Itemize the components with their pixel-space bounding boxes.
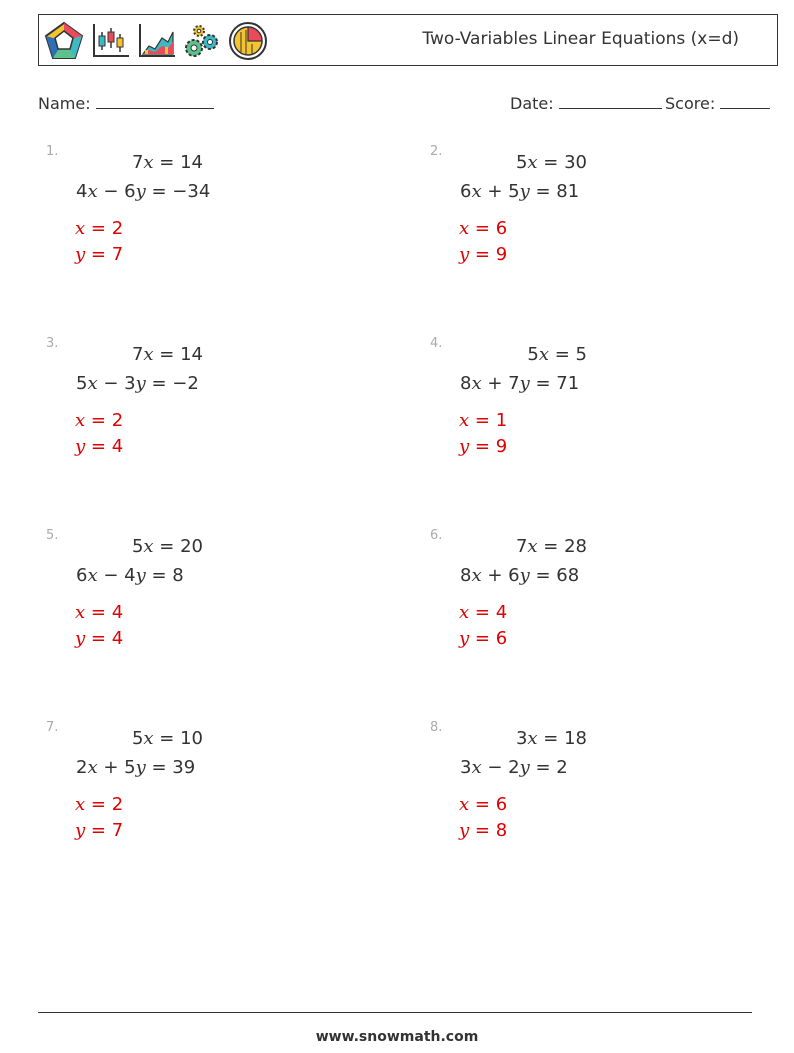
problem-item	[422, 142, 762, 292]
answer-x-var: x	[75, 602, 86, 623]
eq2-var-x: x	[87, 373, 98, 394]
answer-y-var: y	[75, 436, 86, 457]
answer-y-var: y	[459, 244, 470, 265]
answer-x-value: 6	[495, 218, 508, 239]
eq1-coefficient: 5	[527, 344, 539, 365]
eq2-var-y: y	[135, 181, 146, 202]
equation-2	[76, 181, 210, 202]
eq2-coef-y: 6	[124, 181, 136, 202]
area-chart-icon	[135, 20, 177, 62]
date-field[interactable]	[510, 92, 662, 113]
eq2-coef-x: 5	[76, 373, 88, 394]
gears-icon	[181, 20, 223, 62]
answer-x-eq: =	[469, 218, 496, 239]
answer-y-value: 8	[495, 820, 508, 841]
answer-x-eq: =	[85, 218, 112, 239]
answer-x	[459, 410, 507, 431]
equation-1	[132, 728, 203, 749]
answer-y-value: 4	[111, 628, 124, 649]
eq2-var-x: x	[87, 757, 98, 778]
eq1-coefficient: 5	[131, 536, 144, 557]
eq1-rhs: = 14	[153, 152, 203, 173]
eq2-rhs: = −34	[145, 181, 211, 202]
eq1-coefficient: 7	[515, 536, 528, 557]
eq1-coefficient: 5	[515, 152, 528, 173]
answer-x-var: x	[459, 602, 470, 623]
answer-y	[75, 436, 123, 457]
eq1-coefficient: 3	[515, 728, 528, 749]
eq2-var-y: y	[135, 757, 146, 778]
eq2-var-y: y	[519, 757, 530, 778]
answer-x-eq: =	[85, 410, 112, 431]
eq2-operator: −	[97, 181, 125, 202]
answer-x-eq: =	[469, 794, 496, 815]
eq2-var-x: x	[87, 181, 98, 202]
pie-chart-icon	[227, 20, 269, 62]
pentagon-chart-icon	[43, 20, 85, 62]
eq1-rhs: = 20	[153, 536, 203, 557]
answer-x-value: 2	[111, 794, 124, 815]
eq2-var-x: x	[471, 565, 482, 586]
eq2-var-x: x	[471, 757, 482, 778]
eq2-rhs: = −2	[145, 373, 199, 394]
answer-y-value: 9	[495, 244, 508, 265]
eq1-coefficient: 5	[131, 728, 144, 749]
eq2-coef-y: 3	[124, 373, 136, 394]
answer-x-value: 1	[495, 410, 508, 431]
eq1-variable: x	[143, 152, 154, 173]
eq2-operator: −	[481, 757, 509, 778]
candlestick-chart-icon	[89, 20, 131, 62]
problem-number: 4.	[430, 336, 443, 351]
answer-x-value: 2	[111, 218, 124, 239]
eq2-coef-x: 8	[460, 373, 472, 394]
answer-x-value: 2	[111, 410, 124, 431]
answer-y-value: 9	[495, 436, 508, 457]
eq2-operator: +	[481, 565, 509, 586]
eq2-rhs: = 81	[529, 181, 580, 202]
eq1-rhs: = 5	[549, 344, 587, 365]
eq1-variable: x	[527, 536, 538, 557]
eq2-operator: +	[481, 181, 509, 202]
eq2-rhs: = 71	[529, 373, 580, 394]
eq1-rhs: = 30	[537, 152, 587, 173]
problem-item	[422, 526, 762, 676]
answer-x-eq: =	[85, 794, 112, 815]
answer-y-value: 7	[111, 820, 124, 841]
answer-y-var: y	[75, 628, 86, 649]
answer-x-value: 4	[111, 602, 124, 623]
eq2-rhs: = 2	[529, 757, 568, 778]
answer-y-eq: =	[469, 244, 496, 265]
answer-x-var: x	[75, 218, 86, 239]
answer-y	[75, 628, 123, 649]
eq2-coef-x: 6	[76, 565, 88, 586]
answer-y-value: 4	[111, 436, 124, 457]
eq1-rhs: = 10	[153, 728, 203, 749]
answer-x-var: x	[459, 410, 470, 431]
eq1-variable: x	[143, 536, 154, 557]
eq2-coef-y: 4	[124, 565, 136, 586]
answer-x	[459, 794, 507, 815]
problem-item	[422, 334, 762, 484]
answer-y-value: 7	[111, 244, 124, 265]
eq2-var-y: y	[135, 565, 146, 586]
answer-y-eq: =	[85, 628, 112, 649]
name-label: Name:	[38, 94, 91, 113]
answer-x	[75, 410, 123, 431]
eq2-coef-y: 5	[124, 757, 136, 778]
date-blank[interactable]	[559, 92, 662, 109]
eq2-coef-y: 2	[508, 757, 520, 778]
problem-number: 6.	[430, 528, 443, 543]
problem-item	[38, 142, 378, 292]
eq2-coef-x: 4	[76, 181, 88, 202]
equation-2	[460, 373, 579, 394]
eq2-var-x: x	[471, 373, 482, 394]
answer-y-eq: =	[469, 820, 496, 841]
answer-x	[75, 794, 123, 815]
problem-item	[422, 718, 762, 868]
equation-1	[516, 728, 587, 749]
eq2-coef-x: 3	[460, 757, 472, 778]
eq2-var-x: x	[87, 565, 98, 586]
answer-y	[75, 244, 123, 265]
eq2-rhs: = 39	[145, 757, 196, 778]
answer-x-var: x	[75, 794, 86, 815]
score-blank[interactable]	[720, 92, 770, 109]
answer-y-var: y	[75, 820, 86, 841]
answer-y-var: y	[459, 436, 470, 457]
answer-y-eq: =	[85, 436, 112, 457]
eq1-rhs: = 14	[153, 344, 203, 365]
equation-2	[460, 181, 579, 202]
answer-y	[459, 820, 507, 841]
eq1-variable: x	[143, 344, 154, 365]
answer-x-eq: =	[469, 410, 496, 431]
eq2-coef-x: 2	[76, 757, 88, 778]
equation-2	[76, 565, 184, 586]
problem-number: 5.	[46, 528, 59, 543]
eq1-coefficient: 7	[131, 152, 144, 173]
equation-1	[516, 152, 587, 173]
eq2-operator: −	[97, 373, 125, 394]
eq2-operator: +	[481, 373, 509, 394]
eq2-rhs: = 8	[145, 565, 184, 586]
answer-x-var: x	[75, 410, 86, 431]
problem-item	[38, 526, 378, 676]
eq2-var-y: y	[135, 373, 146, 394]
answer-x-value: 6	[495, 794, 508, 815]
answer-y	[75, 820, 123, 841]
equation-1	[132, 152, 203, 173]
eq2-coef-y: 6	[508, 565, 520, 586]
answer-y-eq: =	[85, 244, 112, 265]
equation-2	[460, 565, 579, 586]
answer-y	[459, 436, 507, 457]
eq2-operator: −	[97, 565, 125, 586]
equation-2	[76, 757, 195, 778]
eq2-coef-x: 6	[460, 181, 472, 202]
eq1-variable: x	[538, 344, 550, 365]
problem-number: 3.	[46, 336, 59, 351]
footer-divider	[38, 1012, 752, 1013]
eq2-coef-y: 5	[508, 181, 520, 202]
answer-y-var: y	[459, 820, 470, 841]
eq1-variable: x	[527, 728, 538, 749]
date-label: Date:	[510, 94, 554, 113]
equation-1	[527, 344, 587, 365]
answer-x	[75, 218, 123, 239]
answer-y	[459, 628, 507, 649]
answer-y	[459, 244, 507, 265]
eq1-rhs: = 18	[537, 728, 587, 749]
problem-number: 2.	[430, 144, 443, 159]
answer-y-value: 6	[495, 628, 508, 649]
answer-x-eq: =	[85, 602, 112, 623]
eq2-var-y: y	[519, 565, 530, 586]
answer-y-var: y	[75, 244, 86, 265]
eq2-rhs: = 68	[529, 565, 580, 586]
answer-x-eq: =	[469, 602, 496, 623]
answer-x	[459, 218, 507, 239]
eq2-var-y: y	[519, 181, 530, 202]
problem-number: 1.	[46, 144, 59, 159]
answer-y-eq: =	[469, 628, 496, 649]
equation-2	[460, 757, 568, 778]
header-box	[38, 14, 778, 66]
answer-y-eq: =	[85, 820, 112, 841]
eq1-variable: x	[527, 152, 538, 173]
eq1-rhs: = 28	[537, 536, 587, 557]
name-blank[interactable]	[96, 92, 214, 109]
name-field[interactable]	[38, 92, 214, 113]
logo-strip	[43, 20, 269, 62]
problem-number: 7.	[46, 720, 59, 735]
answer-y-eq: =	[469, 436, 496, 457]
eq2-coef-x: 8	[460, 565, 472, 586]
eq2-operator: +	[97, 757, 125, 778]
eq2-var-x: x	[471, 181, 482, 202]
answer-x-var: x	[459, 218, 470, 239]
eq1-variable: x	[143, 728, 154, 749]
eq2-coef-y: 7	[508, 373, 520, 394]
eq1-coefficient: 7	[131, 344, 144, 365]
problem-item	[38, 718, 378, 868]
equation-2	[76, 373, 199, 394]
equation-1	[516, 536, 587, 557]
problem-number: 8.	[430, 720, 443, 735]
footer-url: www.snowmath.com	[315, 1029, 479, 1045]
equation-1	[132, 536, 203, 557]
answer-y-var: y	[459, 628, 470, 649]
score-field[interactable]	[665, 92, 770, 113]
answer-x-var: x	[459, 794, 470, 815]
answer-x	[75, 602, 123, 623]
eq2-var-y: y	[519, 373, 530, 394]
worksheet-title: Two-Variables Linear Equations (x=d)	[422, 29, 739, 49]
score-label: Score:	[665, 94, 716, 113]
problem-item	[38, 334, 378, 484]
equation-1	[132, 344, 203, 365]
answer-x	[459, 602, 507, 623]
answer-x-value: 4	[495, 602, 508, 623]
